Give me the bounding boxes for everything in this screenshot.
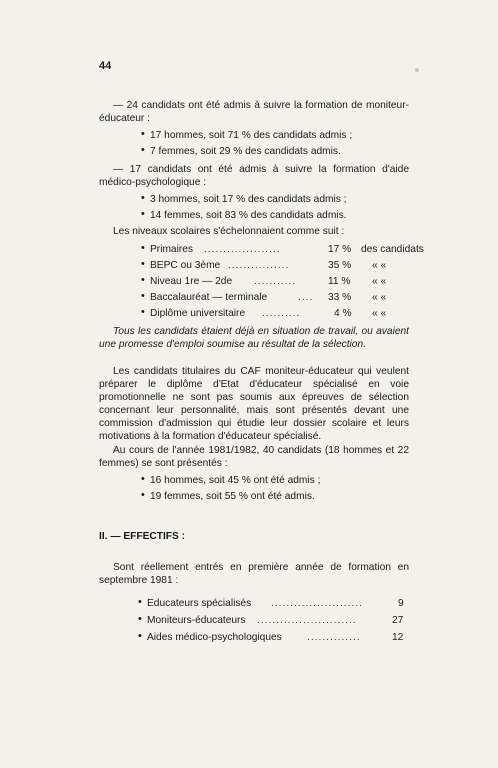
effectif-label: • Educateurs spécialisés	[147, 598, 252, 609]
level-unit: « «	[372, 308, 387, 319]
effectif-leader: ........................	[271, 598, 363, 609]
para2-bullet: • 3 hommes, soit 17 % des candidats admis ;	[150, 193, 347, 206]
level-unit: « «	[372, 260, 387, 271]
effectif-row	[147, 631, 407, 644]
para2-intro: — 17 candidats ont été admis à suivre la formation d'aide médico-psychologique :	[99, 164, 409, 188]
section-heading: II. — EFFECTIFS :	[99, 531, 186, 542]
level-label: • Niveau 1re — 2de	[150, 276, 233, 287]
effectif-leader: ..........................	[257, 615, 357, 626]
level-label: • Primaires	[150, 244, 194, 255]
year-bullet: • 19 femmes, soit 55 % ont été admis.	[150, 490, 315, 503]
effectif-count: 27	[392, 615, 404, 626]
level-row	[150, 259, 420, 272]
level-percent: 4 %	[334, 308, 352, 319]
page-number: 44	[99, 60, 112, 72]
level-unit: des candidats	[361, 244, 424, 255]
effectif-leader: ..............	[307, 632, 361, 643]
level-row	[150, 291, 420, 304]
effectif-count: 9	[398, 598, 404, 609]
levels-intro: Les niveaux scolaires s'échelonnaient comme suit :	[113, 226, 345, 237]
level-leader: ................	[228, 260, 290, 271]
level-row	[150, 307, 420, 320]
effectif-row	[147, 614, 407, 627]
speck-mark	[415, 68, 419, 72]
effectif-row	[147, 597, 407, 610]
level-row	[150, 275, 420, 288]
year-bullet: • 16 hommes, soit 45 % ont été admis ;	[150, 474, 320, 487]
level-percent: 33 %	[328, 292, 352, 303]
level-unit: « «	[372, 292, 387, 303]
level-label: • Baccalauréat — terminale	[150, 292, 268, 303]
level-label: • Diplôme universitaire	[150, 308, 246, 319]
level-row	[150, 243, 424, 256]
level-percent: 35 %	[328, 260, 352, 271]
level-percent: 11 %	[328, 276, 351, 287]
italic-paragraph: Tous les candidats étaient déjà en situation de travail, ou avaient une promesse d'emploi soumise au résultat de la sélection.	[99, 326, 409, 350]
para1-intro: — 24 candidats ont été admis à suivre la formation de moniteur-éducateur :	[99, 100, 409, 124]
level-leader: ...........	[254, 276, 297, 287]
level-leader: ....	[298, 292, 314, 303]
caf-paragraph: Les candidats titulaires du CAF moniteur-éducateur qui veulent préparer le diplôme d'Etat d'éducateur spécialisé en voie promotionnelle ne sont pas soumis aux épreuves de sélection concernant leur personnalité, mais sont présentés devant une commission d'admission qui étudie leur dossier scolaire et leurs motivations à la formation d'éducateur spécialisé.	[99, 366, 409, 442]
section-intro: Sont réellement entrés en première année de formation en septembre 1981 :	[99, 562, 409, 586]
level-label: • BEPC ou 3ème	[150, 260, 221, 271]
para2-bullet: • 14 femmes, soit 83 % des candidats admis.	[150, 209, 347, 222]
effectif-count: 12	[392, 632, 404, 643]
para1-bullet: • 7 femmes, soit 29 % des candidats admis.	[150, 145, 341, 158]
level-unit: « «	[372, 276, 387, 287]
effectif-label: • Moniteurs-éducateurs	[147, 615, 246, 626]
level-leader: ..........	[262, 308, 301, 319]
effectif-label: • Aides médico-psychologiques	[147, 632, 282, 643]
level-percent: 17 %	[328, 244, 352, 255]
level-leader: ....................	[204, 244, 281, 255]
year-intro: Au cours de l'année 1981/1982, 40 candidats (18 hommes et 22 femmes) se sont présentés :	[99, 445, 409, 469]
para1-bullet: • 17 hommes, soit 71 % des candidats admis ;	[150, 129, 352, 142]
